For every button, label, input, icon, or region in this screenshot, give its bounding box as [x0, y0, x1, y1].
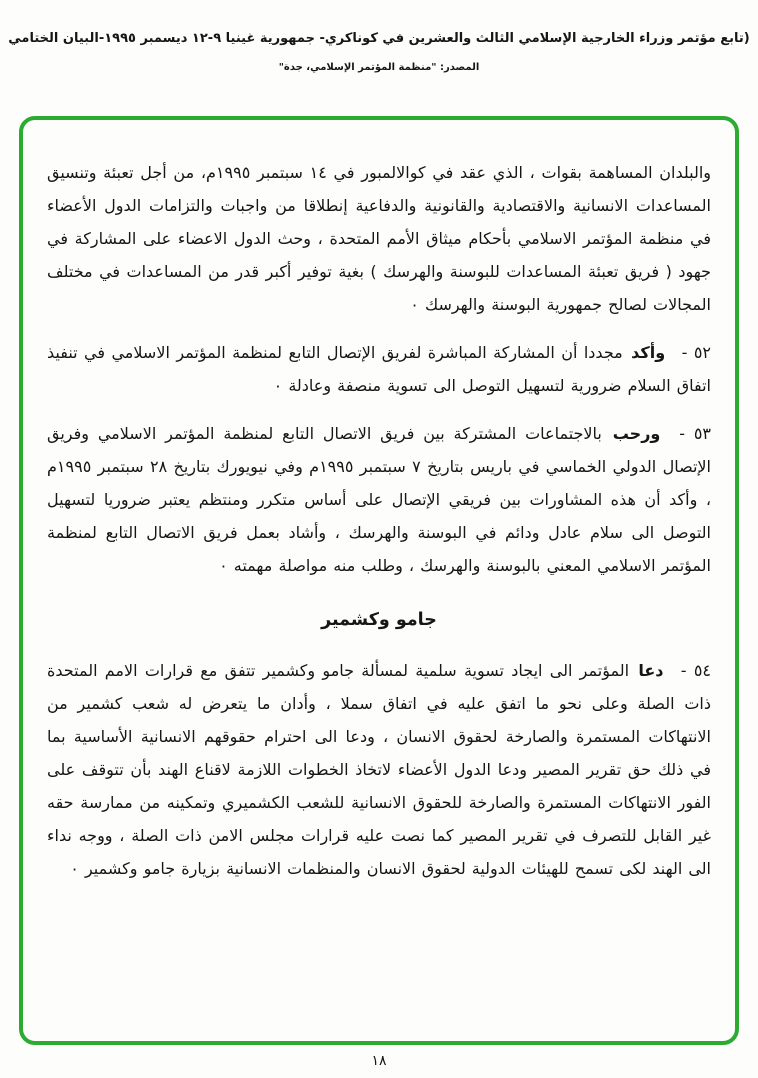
paragraph-54-text: المؤتمر الى ايجاد تسوية سلمية لمسألة جامو وكشمير تتفق مع قرارات الامم المتحدة ذات الصلة وعلى نحو ما اتفق عليه في اتفاق سملا ، وأدان ما يتعرض له شعب كشمير من الانتهاكات المستمرة والصارخة لحقوق الانسان ، ودعا الى احترام حقوقهم الانسانية الأساسية بما في ذلك حق تقرير المصير ودعا الدول الأعضاء لاتخاذ الخطوات اللازمة لاقناع الهند بأن تتوقف على الفور الانتهاكات المستمرة والصارخة للحقوق الانسانية للشعب الكشميري وتمكينه من ممارسة حقه غير القابل للتصرف في تقرير المصير كما نصت عليه قرارات مجلس الامن ذات الصلة ، ووجه نداء الى الهند لكى تسمح للهيئات الدولية لحقوق الانسان والمنظمات الانسانية بزيارة جامو وكشمير ٠ [47, 661, 711, 878]
content-frame [19, 116, 739, 1045]
intro-paragraph: والبلدان المساهمة بقوات ، الذي عقد في كوالالمبور في ١٤ سبتمبر ١٩٩٥م، من أجل تعبئة وتنسيق المساعدات الانسانية والاقتصادية والقانونية والدفاعية إنطلاقا من واجبات والتزامات الدول الأعضاء في منظمة المؤتمر الاسلامي بأحكام ميثاق الأمم المتحدة ، وحث الدول الاعضاء على المشاركة في جهود ( فريق تعبئة المساعدات للبوسنة والهرسك ) بغية توفير أكبر قدر من المساعدات في مختلف المجالات لصالح جمهورية البوسنة والهرسك ٠ [47, 163, 712, 314]
page-footer [0, 1050, 758, 1069]
paragraph-53 [47, 417, 711, 582]
paragraph-54-number: ٥٤ - [680, 661, 712, 680]
section-heading-jammu-kashmir: جامو وكشمير [321, 610, 437, 630]
paragraph-53-number: ٥٣ - [679, 424, 711, 443]
header-title: (تابع مؤتمر وزراء الخارجية الإسلامي الثالث والعشرين في كوناكري- جمهورية غينيا ٩-١٢ ديسمبر ١٩٩٥-البيان الختامي [8, 31, 750, 46]
paragraph-52-text: مجددا أن المشاركة المباشرة لفريق الإتصال التابع لمنظمة المؤتمر الاسلامي في تنفيذ اتفاق السلام ضرورية لتسهيل التوصل الى تسوية منصفة وعادلة ٠ [47, 343, 711, 395]
page-number: ١٨ [371, 1053, 387, 1069]
paragraph-52 [47, 336, 711, 402]
paragraph-52-number: ٥٢ - [681, 343, 712, 362]
document-header [0, 0, 758, 73]
paragraph-53-lead-word: ورحب [612, 424, 661, 443]
header-source: المصدر: "منظمة المؤتمر الإسلامي، جدة" [278, 62, 480, 73]
paragraph-54-lead-word: دعا [638, 661, 664, 680]
paragraph-54 [47, 654, 711, 885]
paragraph-53-text: بالاجتماعات المشتركة بين فريق الاتصال التابع لمنظمة المؤتمر الاسلامي وفريق الإتصال الدولي الخماسي في باريس بتاريخ ٧ سبتمبر ١٩٩٥م وفي نيويورك بتاريخ ٢٨ سبتمبر ١٩٩٥م ، وأكد أن هذه المشاورات بين فريقي الإتصال على أساس متكرر ومنتظم يعتبر ضروريا لتسهيل التوصل الى سلام عادل ودائم في البوسنة والهرسك ، وأشاد بعمل فريق الاتصال التابع لمنظمة المؤتمر الاسلامي المعني بالبوسنة والهرسك ، وطلب منه مواصلة مهمته ٠ [47, 424, 711, 575]
paragraph-52-lead-word: وأكد [631, 343, 666, 362]
